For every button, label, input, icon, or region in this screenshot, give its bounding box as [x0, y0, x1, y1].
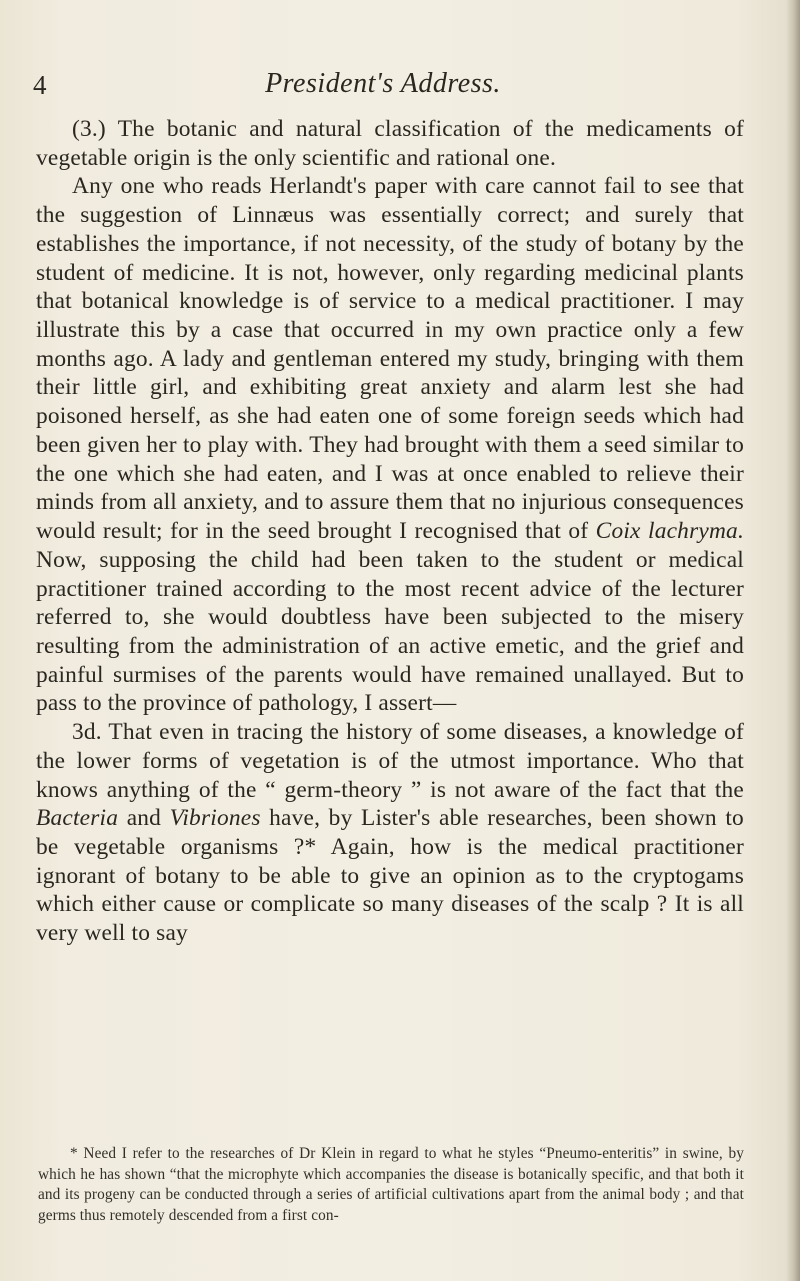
- paragraph-text: have, by Lister's able researches, been shown to be vegetable organisms ?* Again, how is the medical practitioner ignorant of botany to be able to give an opinion as to the cryptogams which either cause or complicate so many diseases of the scalp ? It is all very well to say: [36, 805, 744, 947]
- paragraph-text: Any one who reads Herlandt's paper with care cannot fail to see that the suggestion of Linnæus was essentially correct; and surely that establishes the importance, if not necessity, of the study of botany by the student of medicine. It is not, however, only regarding medicinal plants that botanical knowledge is of service to a medical practitioner. I may illustrate this by a case that occurred in my own practice only a few months ago. A lady and gentleman entered my study, bringing with them their little girl, and exhibiting great anxiety and alarm lest she had poisoned herself, as she had eaten one of some foreign seeds which had been given her to play with. They had brought with them a seed similar to the one which she had eaten, and I was at once enabled to relieve their minds from all anxiety, and to assure them that no injurious consequences would result; for in the seed brought I recognised that of: [36, 173, 744, 545]
- footnote-text: * Need I refer to the researches of Dr Klein in regard to what he styles “Pneumo-enteritis” in swine, by which he has shown “that the microphyte which accompanies the disease is botanically specific, and that both it and its progeny can be conducted through a series of artificial cultivations apart from the animal body ; and that germs thus remotely descended from a first con-: [38, 1145, 744, 1224]
- page-header: [33, 66, 733, 106]
- paragraph-classification: (3.) The botanic and natural classification of the medicaments of vegetable origin is the only scientific and rational one.: [36, 116, 744, 171]
- paragraph-text: Now, supposing the child had been taken to the student or medical practitioner trained according to the most recent advice of the lecturer referred to, she would doubtless have been subjected to the misery resulting from the administration of an active emetic, and the grief and painful surmises of the parents would have remained unallayed. But to pass to the province of pathology, I assert—: [36, 546, 744, 717]
- running-head: President's Address.: [265, 68, 501, 99]
- paragraph-pathology: [36, 718, 744, 948]
- page-number: 4: [33, 70, 47, 100]
- paragraph-text: and: [126, 805, 162, 832]
- footnote: [38, 1144, 744, 1226]
- paragraph-text: 3d. That even in tracing the history of some diseases, a knowledge of the lower forms of vegetation is of the utmost importance. Who that knows anything of the “ germ-theory ” is not aware of the fact that the: [36, 719, 744, 803]
- italic-species-name: Coix lachryma.: [595, 518, 744, 545]
- page-edge-shadow: [786, 0, 800, 1281]
- italic-term-vibriones: Vibriones: [169, 805, 261, 832]
- body-text: [36, 115, 744, 948]
- paragraph-botany-importance: [36, 172, 744, 718]
- italic-term-bacteria: Bacteria: [36, 805, 119, 832]
